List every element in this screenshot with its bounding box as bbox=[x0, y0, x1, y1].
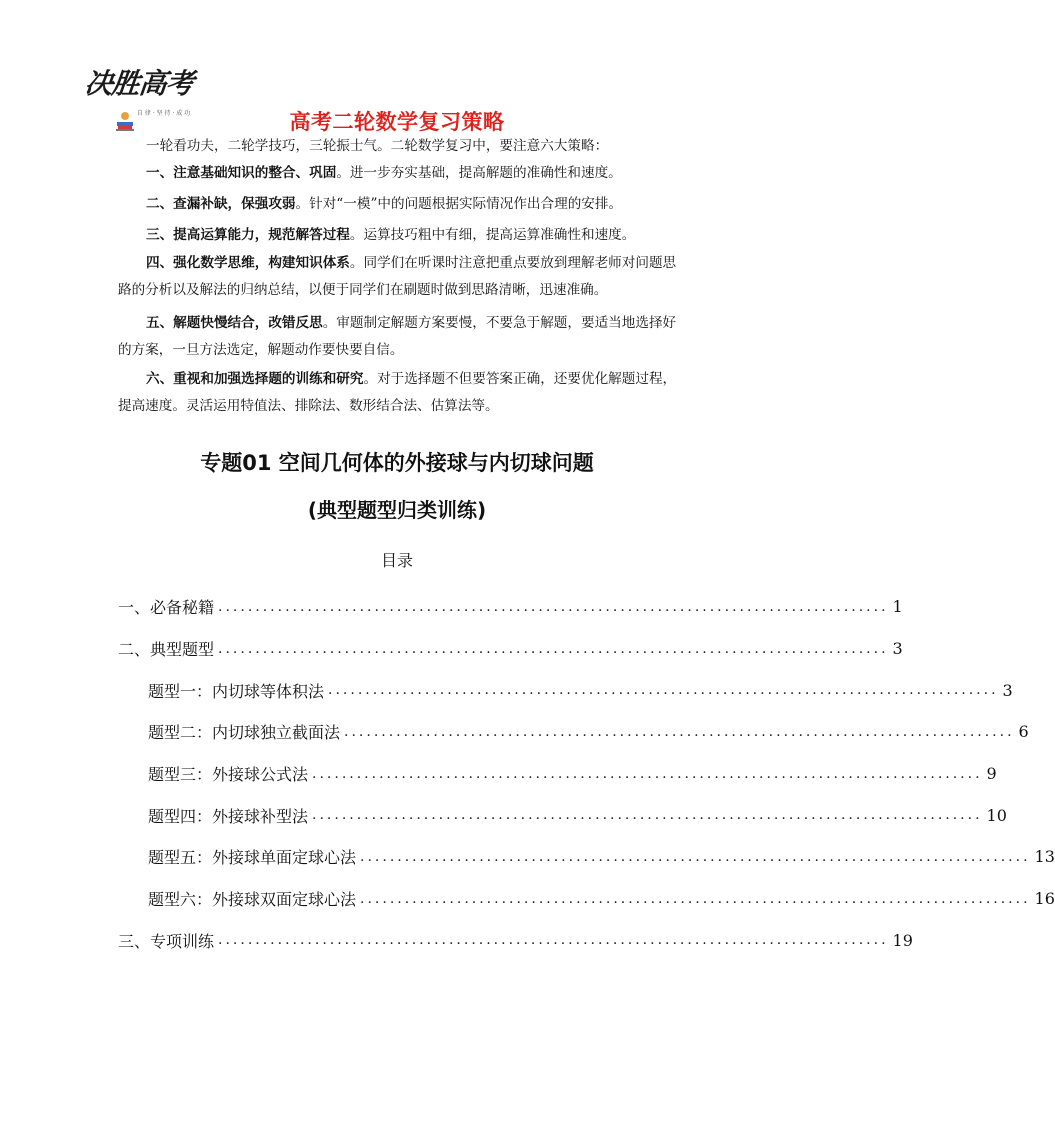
strategy-text: 。针对“一模”中的问题根据实际情况作出合理的安排。 bbox=[295, 196, 623, 212]
strategy-heading: 三、提高运算能力，规范解答过程 bbox=[146, 227, 350, 243]
toc-entry-label: 题型一：内切球等体积法 bbox=[148, 681, 325, 701]
toc-leader: .......................................................................................... bbox=[312, 765, 983, 782]
toc-entry[interactable] bbox=[118, 711, 1029, 753]
logo-text: 决胜高考 bbox=[83, 67, 195, 100]
toc-heading: 目录 bbox=[380, 551, 413, 570]
toc-entry-page: 1 bbox=[892, 597, 903, 617]
toc-entry-page: 10 bbox=[986, 805, 1007, 825]
strategy-text: 。运算技巧粗中有细，提高运算准确性和速度。 bbox=[349, 227, 636, 243]
strategy-paragraph bbox=[118, 160, 678, 187]
toc-entry-label: 题型二：内切球独立截面法 bbox=[148, 723, 341, 743]
toc-entry-label: 三、专项训练 bbox=[118, 931, 215, 951]
intro-paragraph: 一轮看功夫，二轮学技巧，三轮振士气。二轮数学复习中，要注意六大策略： bbox=[146, 138, 609, 154]
toc-entry-page: 3 bbox=[1002, 680, 1013, 700]
strategy-heading: 五、解题快慢结合，改错反思 bbox=[146, 315, 323, 331]
strategy-heading: 六、重视和加强选择题的训练和研究 bbox=[146, 371, 364, 387]
toc-entry-label: 题型五：外接球单面定球心法 bbox=[148, 848, 357, 868]
strategy-text: 。进一步夯实基础，提高解题的准确性和速度。 bbox=[336, 165, 622, 181]
strategy-text: 。对于选择题不但要答案正确，还要优化解题过程，提高速度。灵活运用特值法、排除法、数形结合法、估算法等。 bbox=[118, 371, 677, 414]
strategy-heading: 二、查漏补缺，保强攻弱 bbox=[146, 196, 296, 212]
toc-entry[interactable] bbox=[118, 628, 903, 670]
toc-entry-label: 题型六：外接球双面定球心法 bbox=[148, 890, 357, 910]
toc-leader: .......................................................................................... bbox=[360, 848, 1031, 865]
toc-leader: .......................................................................................... bbox=[328, 682, 999, 699]
toc-leader: .......................................................................................... bbox=[218, 932, 889, 949]
toc-entry-label: 题型四：外接球补型法 bbox=[148, 806, 309, 826]
strategy-paragraph bbox=[118, 366, 678, 420]
toc-leader: .......................................................................................... bbox=[344, 723, 1015, 740]
toc-entry[interactable] bbox=[118, 878, 1055, 920]
toc-entry-page: 9 bbox=[986, 764, 997, 784]
toc-entry-page: 19 bbox=[892, 930, 913, 950]
toc-leader: .......................................................................................... bbox=[218, 640, 889, 657]
toc-entry[interactable] bbox=[118, 753, 997, 795]
topic-subtitle: (典型题型归类训练) bbox=[307, 498, 487, 522]
topic-title: 专题01 空间几何体的外接球与内切球问题 bbox=[200, 451, 594, 475]
strategy-paragraph bbox=[118, 310, 678, 364]
strategy-text: 。审题制定解题方案要慢，不要急于解题，要适当地选择好的方案，一旦方法选定，解题动作要快要自信。 bbox=[118, 315, 677, 358]
toc-entry-page: 3 bbox=[892, 639, 903, 659]
strategy-paragraph bbox=[118, 222, 678, 249]
toc-entry-label: 二、典型题型 bbox=[118, 640, 215, 660]
toc-leader: .......................................................................................... bbox=[218, 598, 889, 615]
toc-entry[interactable] bbox=[118, 669, 1013, 711]
toc-entry[interactable] bbox=[118, 920, 913, 962]
toc-entry[interactable] bbox=[118, 586, 903, 628]
strategy-heading: 一、注意基础知识的整合、巩固 bbox=[146, 165, 337, 181]
logo-slogan: 自 律 · 坚 持 · 成 功 bbox=[137, 110, 191, 117]
table-of-contents bbox=[118, 586, 1055, 961]
strategy-paragraph bbox=[118, 191, 678, 218]
toc-leader: .......................................................................................... bbox=[360, 890, 1031, 907]
toc-entry[interactable] bbox=[118, 836, 1055, 878]
toc-entry-label: 一、必备秘籍 bbox=[118, 598, 215, 618]
toc-leader: .......................................................................................... bbox=[312, 807, 983, 824]
strategy-text: 。同学们在听课时注意把重点要放到理解老师对问题思路的分析以及解法的归纳总结，以便于同学们在刷题时做到思路清晰，迅速准确。 bbox=[118, 255, 677, 298]
toc-entry-label: 题型三：外接球公式法 bbox=[148, 765, 309, 785]
toc-entry-page: 16 bbox=[1034, 889, 1055, 909]
toc-entry-page: 13 bbox=[1034, 847, 1055, 867]
toc-entry-page: 6 bbox=[1018, 722, 1029, 742]
strategy-heading: 四、强化数学思维，构建知识体系 bbox=[146, 255, 350, 271]
toc-entry[interactable] bbox=[118, 794, 1007, 836]
page-headline: 高考二轮数学复习策略 bbox=[289, 110, 505, 134]
strategy-paragraph bbox=[118, 250, 678, 304]
